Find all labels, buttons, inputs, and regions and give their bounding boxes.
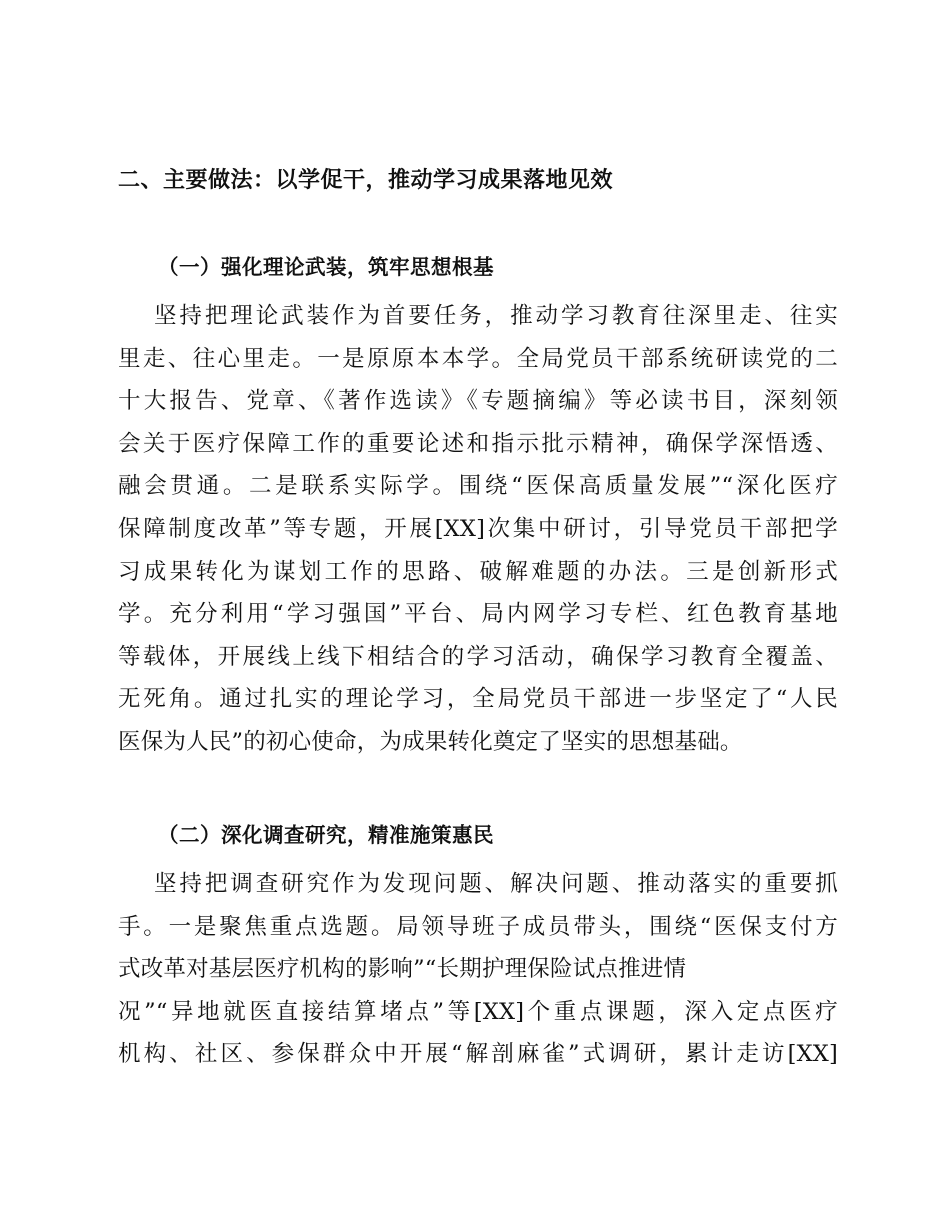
paragraph-line: 坚持把理论武装作为首要任务，推动学习教育往深里走、往实 (154, 303, 838, 329)
subsection-1-paragraph (118, 295, 838, 764)
paragraph-line: 保障制度改革”等专题，开展[XX]次集中研讨，引导党员干部把学 (118, 515, 838, 542)
paragraph-line: 十大报告、党章、《著作选读》《专题摘编》等必读书目，深刻领 (118, 388, 838, 415)
paragraph-line: 式改革对基层医疗机构的影响”“长期护理保险试点推进情 (118, 956, 687, 983)
paragraph-line: 融会贯通。二是联系实际学。围绕“医保高质量发展”“深化医疗 (118, 473, 838, 500)
subsection-1-title: （一）强化理论武装，筑牢思想根基 (158, 255, 494, 279)
paragraph-line: 机构、社区、参保群众中开展“解剖麻雀”式调研，累计走访[XX] (118, 1041, 838, 1068)
subsection-2-title: （二）深化调查研究，精准施策惠民 (158, 823, 494, 847)
paragraph-line: 等载体，开展线上线下相结合的学习活动，确保学习教育全覆盖、 (118, 643, 838, 670)
paragraph-line: 里走、往心里走。一是原原本本学。全局党员干部系统研读党的二 (118, 345, 838, 372)
paragraph-line: 医保为人民”的初心使命，为成果转化奠定了坚实的思想基础。 (118, 728, 743, 755)
paragraph-line: 手。一是聚焦重点选题。局领导班子成员带头，围绕“医保支付方 (118, 913, 838, 940)
section-heading: 二、主要做法：以学促干，推动学习成果落地见效 (118, 168, 614, 193)
paragraph-line: 坚持把调查研究作为发现问题、解决问题、推动落实的重要抓 (154, 871, 838, 897)
paragraph-line: 学。充分利用“学习强国”平台、局内网学习专栏、红色教育基地 (118, 601, 838, 628)
paragraph-line: 无死角。通过扎实的理论学习，全局党员干部进一步坚定了“人民 (118, 686, 838, 713)
paragraph-line: 况”“异地就医直接结算堵点”等[XX]个重点课题，深入定点医疗 (118, 998, 838, 1025)
subsection-2-paragraph (118, 863, 838, 1076)
paragraph-line: 习成果转化为谋划工作的思路、破解难题的办法。三是创新形式 (118, 558, 838, 585)
paragraph-line: 会关于医疗保障工作的重要论述和指示批示精神，确保学深悟透、 (118, 430, 838, 457)
